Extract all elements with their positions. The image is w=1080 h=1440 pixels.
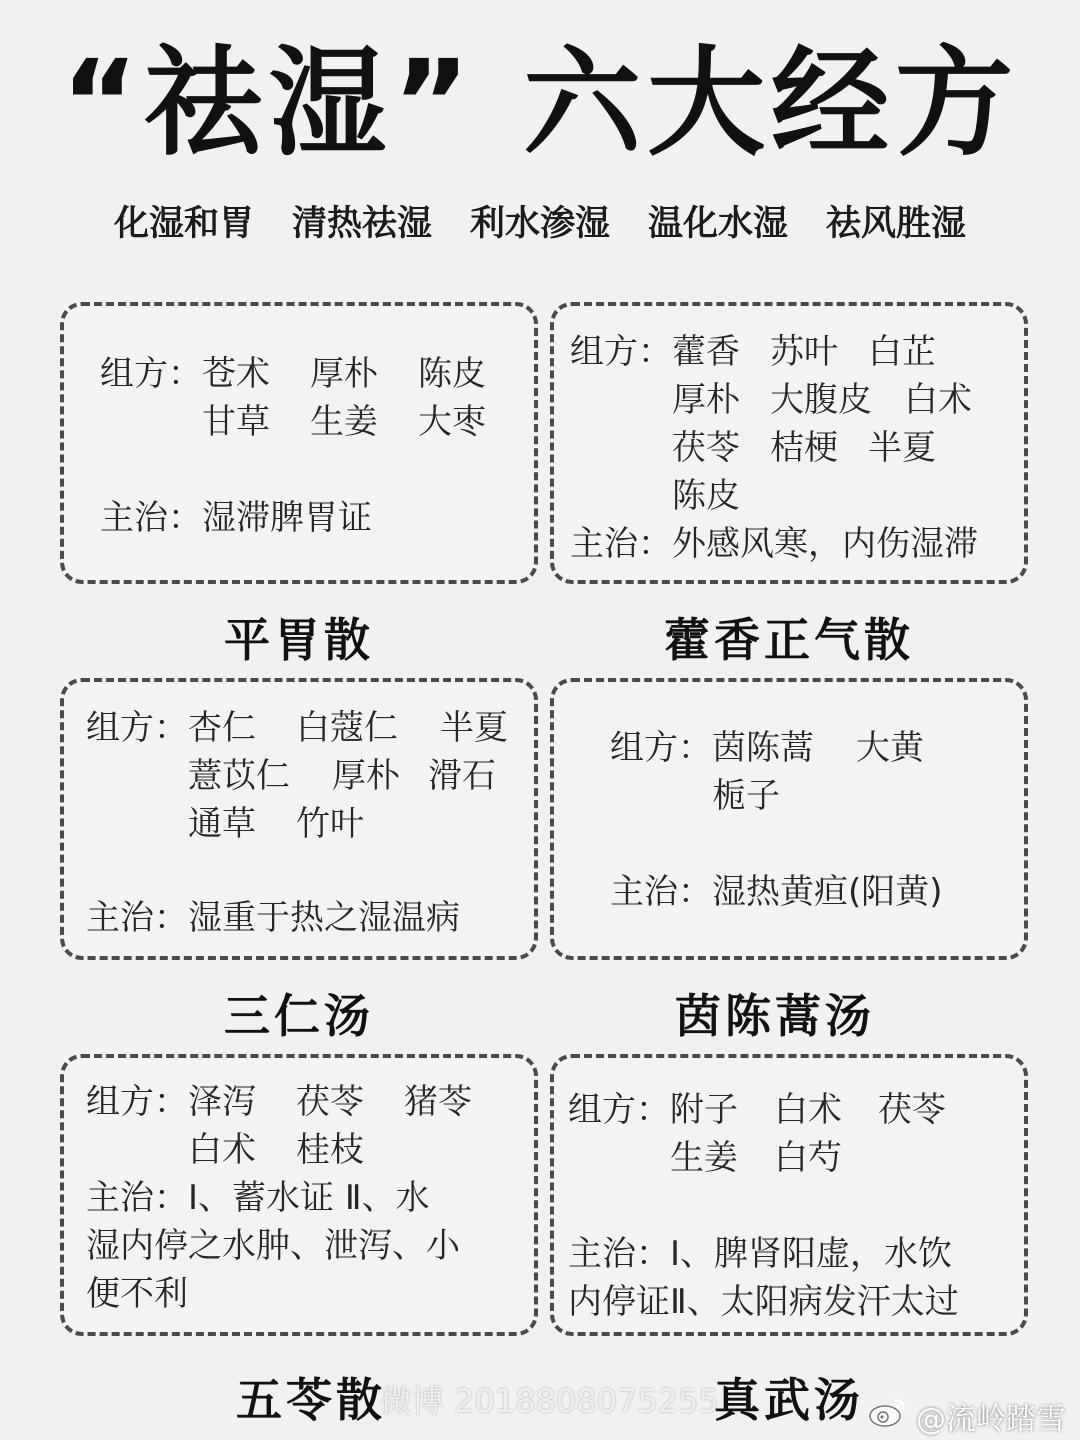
indication-line xyxy=(86,1174,526,1222)
category-item: 温化水湿 xyxy=(648,204,789,244)
formula-row xyxy=(568,1086,946,1182)
herb: 泽泻 xyxy=(188,1082,256,1122)
indication-block xyxy=(568,1230,1024,1326)
herb-line xyxy=(672,376,972,424)
indication-text: 湿滞脾胃证 xyxy=(202,498,372,538)
indication-block xyxy=(86,1174,526,1318)
herb-line xyxy=(188,800,508,848)
herb: 陈皮 xyxy=(672,476,740,516)
herb: 白术 xyxy=(904,380,972,420)
herb-line xyxy=(672,424,972,472)
herb: 藿香 xyxy=(672,332,740,372)
formula-label: 组方： xyxy=(568,1090,670,1130)
formula-card-huoxiang xyxy=(550,302,1028,584)
herb: 茵陈蒿 xyxy=(712,728,814,768)
herb-line xyxy=(202,398,486,446)
herb-line xyxy=(188,1126,472,1174)
weibo-icon xyxy=(868,1396,908,1436)
indication-text: 内停证Ⅱ、太阳病发汗太过 xyxy=(568,1282,959,1322)
herb: 桂枝 xyxy=(296,1130,364,1170)
indication-label: 主治： xyxy=(568,1234,670,1274)
herb: 白术 xyxy=(774,1090,842,1130)
indication-row xyxy=(610,868,943,916)
formula-label: 组方： xyxy=(570,332,672,372)
formula-row xyxy=(100,350,486,446)
indication-row xyxy=(100,494,372,542)
indication-line xyxy=(86,1270,526,1318)
watermark-text: 微博 2018808075255 xyxy=(380,1382,719,1420)
herb-line xyxy=(672,328,972,376)
indication-text: 湿内停之水肿、泄泻、小 xyxy=(86,1226,460,1266)
indication-text: 外感风寒，内伤湿滞 xyxy=(672,524,978,564)
herb: 茯苓 xyxy=(878,1090,946,1130)
herb: 茯苓 xyxy=(296,1082,364,1122)
herb: 厚朴 xyxy=(310,354,378,394)
formula-card-zhenwu xyxy=(550,1054,1028,1336)
formula-label: 组方： xyxy=(86,1082,188,1122)
herb: 附子 xyxy=(670,1090,738,1130)
herb-line xyxy=(188,704,508,752)
formula-row xyxy=(86,704,508,848)
herb-line xyxy=(670,1086,946,1134)
herb: 薏苡仁 xyxy=(188,756,290,796)
formula-card-yinchen xyxy=(550,678,1028,960)
herb-line xyxy=(670,1134,946,1182)
indication-label: 主治： xyxy=(86,1178,188,1218)
indication-line xyxy=(568,1230,1024,1278)
indication-text: 湿热黄疸(阳黄) xyxy=(712,872,943,912)
indication-label: 主治： xyxy=(100,498,202,538)
herb: 陈皮 xyxy=(418,354,486,394)
herb: 白蔻仁 xyxy=(296,708,398,748)
formula-name: 藿香正气散 xyxy=(664,613,914,667)
indication-text: 便不利 xyxy=(86,1274,188,1314)
category-item: 利水渗湿 xyxy=(469,204,610,244)
herb: 大黄 xyxy=(856,728,924,768)
herb-line xyxy=(202,350,486,398)
indication-line xyxy=(568,1278,1024,1326)
category-item: 祛风胜湿 xyxy=(826,204,967,244)
herb: 杏仁 xyxy=(188,708,256,748)
indication-text: Ⅰ、蓄水证 Ⅱ、水 xyxy=(188,1178,430,1218)
herb-line xyxy=(712,724,924,772)
herb-line xyxy=(672,472,972,520)
herb: 栀子 xyxy=(712,776,780,816)
formula-card-wuling xyxy=(60,1054,538,1336)
weibo-handle: @流岭踏雪 xyxy=(916,1402,1066,1437)
herb: 白芷 xyxy=(868,332,936,372)
formula-name: 三仁汤 xyxy=(224,989,374,1043)
herb: 半夏 xyxy=(440,708,508,748)
indication-text: Ⅰ、脾肾阳虚，水饮 xyxy=(670,1234,953,1274)
formula-name: 五苓散 xyxy=(236,1373,386,1427)
herb: 苍术 xyxy=(202,354,270,394)
herb: 半夏 xyxy=(868,428,936,468)
page-title: “祛湿” 六大经方 xyxy=(60,34,1020,172)
indication-label: 主治： xyxy=(610,872,712,912)
category-item: 化湿和胃 xyxy=(113,204,254,244)
weibo-watermark xyxy=(868,1394,1066,1438)
indication-row xyxy=(86,894,460,942)
category-item: 清热祛湿 xyxy=(291,204,432,244)
herb: 滑石 xyxy=(428,756,496,796)
herb: 生姜 xyxy=(310,402,378,442)
herb-line xyxy=(188,1078,472,1126)
herb: 厚朴 xyxy=(332,756,400,796)
indication-label: 主治： xyxy=(86,898,188,938)
formula-label: 组方： xyxy=(86,708,188,748)
herb: 厚朴 xyxy=(672,380,740,420)
formula-label: 组方： xyxy=(610,728,712,768)
formula-card-sanren xyxy=(60,678,538,960)
formula-card-pingwei xyxy=(60,302,538,584)
indication-line xyxy=(86,1222,526,1270)
herb: 通草 xyxy=(188,804,256,844)
indication-row xyxy=(570,520,978,568)
herb: 生姜 xyxy=(670,1138,738,1178)
indication-text: 湿重于热之湿温病 xyxy=(188,898,460,938)
herb: 白芍 xyxy=(774,1138,842,1178)
formula-name: 真武汤 xyxy=(714,1373,864,1427)
herb: 茯苓 xyxy=(672,428,740,468)
herb: 桔梗 xyxy=(770,428,838,468)
herb: 猪苓 xyxy=(404,1082,472,1122)
herb: 大枣 xyxy=(418,402,486,442)
herb: 苏叶 xyxy=(770,332,838,372)
formula-row xyxy=(610,724,924,820)
formula-name: 茵陈蒿汤 xyxy=(675,989,875,1043)
herb-line xyxy=(188,752,508,800)
category-list xyxy=(0,196,1080,246)
herb: 白术 xyxy=(188,1130,256,1170)
formula-row xyxy=(570,328,972,520)
herb: 竹叶 xyxy=(296,804,364,844)
formula-name: 平胃散 xyxy=(224,613,374,667)
herb: 甘草 xyxy=(202,402,270,442)
formula-row xyxy=(86,1078,472,1174)
formula-label: 组方： xyxy=(100,354,202,394)
indication-label: 主治： xyxy=(570,524,672,564)
herb: 大腹皮 xyxy=(770,380,872,420)
herb-line xyxy=(712,772,924,820)
